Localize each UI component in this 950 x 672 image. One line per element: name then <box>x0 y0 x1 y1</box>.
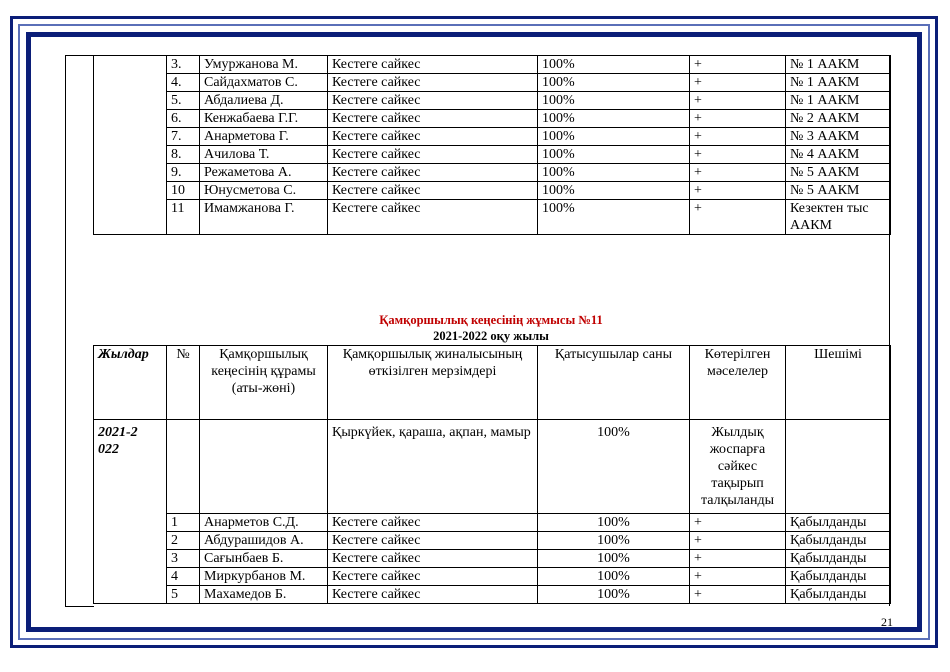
row-num: 3 <box>167 550 200 568</box>
row-percent: 100% <box>538 74 690 92</box>
row-num: 1 <box>167 514 200 532</box>
table-row <box>94 420 891 514</box>
row-mark: + <box>690 74 786 92</box>
row-schedule: Кестеге сайкес <box>328 200 538 235</box>
row-num: 4 <box>167 568 200 586</box>
row-num: 8. <box>167 146 200 164</box>
table-row <box>94 568 891 586</box>
row-decision: Қабылданды <box>786 586 891 604</box>
issues-text: Жылдық жоспарға сәйкес тақырып талқыланды <box>690 420 786 514</box>
row-schedule: Кестеге сайкес <box>328 164 538 182</box>
header-decision: Шешімі <box>786 346 891 420</box>
row-num: 7. <box>167 128 200 146</box>
row-num: 4. <box>167 74 200 92</box>
row-schedule: Кестеге сайкес <box>328 586 538 604</box>
row-decision: Қабылданды <box>786 532 891 550</box>
row-schedule: Кестеге сайкес <box>328 74 538 92</box>
header-participants: Қатысушылар саны <box>538 346 690 420</box>
row-schedule: Кестеге сайкес <box>328 110 538 128</box>
table-row <box>94 532 891 550</box>
table-row <box>94 56 891 74</box>
row-name: Анарметова Г. <box>200 128 328 146</box>
table-row <box>94 74 891 92</box>
table-row <box>94 164 891 182</box>
row-percent: 100% <box>538 110 690 128</box>
year-label: 2021-2022 <box>98 425 138 457</box>
empty-cell <box>94 56 167 235</box>
table-row <box>94 550 891 568</box>
row-num: 2 <box>167 532 200 550</box>
table-row <box>94 182 891 200</box>
row-schedule: Кестеге сайкес <box>328 56 538 74</box>
row-name: Абдалиева Д. <box>200 92 328 110</box>
row-percent: 100% <box>538 146 690 164</box>
row-mark: + <box>690 128 786 146</box>
staff-table <box>93 55 891 235</box>
row-percent: 100% <box>538 200 690 235</box>
row-result: № 5 ААКМ <box>786 164 891 182</box>
row-num: 9. <box>167 164 200 182</box>
row-schedule: Кестеге сайкес <box>328 550 538 568</box>
row-name: Сайдахматов С. <box>200 74 328 92</box>
row-percent: 100% <box>538 550 690 568</box>
row-name: Режаметова А. <box>200 164 328 182</box>
table-row <box>94 514 891 532</box>
table-row <box>94 128 891 146</box>
row-mark: + <box>690 200 786 235</box>
row-name: Умуржанова М. <box>200 56 328 74</box>
row-name: Абдурашидов А. <box>200 532 328 550</box>
header-composition: Қамқоршылық кеңесінің құрамы (аты-жөні) <box>200 346 328 420</box>
council-table <box>93 345 891 604</box>
empty-cell <box>94 568 167 586</box>
row-num: 11 <box>167 200 200 235</box>
row-schedule: Кестеге сайкес <box>328 514 538 532</box>
row-result: № 1 ААКМ <box>786 56 891 74</box>
row-percent: 100% <box>538 586 690 604</box>
participants-percent: 100% <box>538 420 690 514</box>
row-name: Миркурбанов М. <box>200 568 328 586</box>
row-mark: + <box>690 568 786 586</box>
outer-left-line <box>65 55 66 606</box>
row-percent: 100% <box>538 56 690 74</box>
row-name: Юнусметова С. <box>200 182 328 200</box>
row-result <box>786 200 891 235</box>
row-name: Ачилова Т. <box>200 146 328 164</box>
page-number: 21 <box>881 615 893 629</box>
row-mark: + <box>690 550 786 568</box>
row-mark: + <box>690 514 786 532</box>
section-title: Қамқоршылық кеңесінің жұмысы №11 <box>379 313 603 327</box>
empty-cell <box>200 420 328 514</box>
row-schedule: Кестеге сайкес <box>328 92 538 110</box>
row-mark: + <box>690 182 786 200</box>
header-num: № <box>167 346 200 420</box>
row-num: 5 <box>167 586 200 604</box>
row-result: № 5 ААКМ <box>786 182 891 200</box>
row-result-line: ААКМ <box>790 218 833 233</box>
row-result-line: Кезектен тыс <box>790 201 869 216</box>
row-percent: 100% <box>538 514 690 532</box>
row-result: № 1 ААКМ <box>786 74 891 92</box>
row-percent: 100% <box>538 568 690 586</box>
row-schedule: Кестеге сайкес <box>328 568 538 586</box>
section-subtitle: 2021-2022 оқу жылы <box>433 329 549 343</box>
row-name: Анарметов С.Д. <box>200 514 328 532</box>
row-percent: 100% <box>538 182 690 200</box>
row-schedule: Кестеге сайкес <box>328 532 538 550</box>
row-mark: + <box>690 110 786 128</box>
row-percent: 100% <box>538 164 690 182</box>
header-years: Жылдар <box>94 346 167 420</box>
meeting-dates: Қыркүйек, қараша, ақпан, мамыр <box>328 420 538 514</box>
row-percent: 100% <box>538 128 690 146</box>
header-dates: Қамқоршылық жиналысының өткізілген мерзімдері <box>328 346 538 420</box>
row-name: Кенжабаева Г.Г. <box>200 110 328 128</box>
row-num: 5. <box>167 92 200 110</box>
table-row <box>94 146 891 164</box>
empty-cell <box>94 586 167 604</box>
table-header-row <box>94 346 891 420</box>
outer-bottom-line <box>65 606 94 607</box>
empty-cell <box>167 420 200 514</box>
row-schedule: Кестеге сайкес <box>328 146 538 164</box>
row-name: Имамжанова Г. <box>200 200 328 235</box>
table-row <box>94 586 891 604</box>
row-mark: + <box>690 56 786 74</box>
empty-cell <box>786 420 891 514</box>
empty-cell <box>94 550 167 568</box>
table-row <box>94 200 891 235</box>
empty-cell <box>94 532 167 550</box>
row-name: Сағынбаев Б. <box>200 550 328 568</box>
row-name: Махамедов Б. <box>200 586 328 604</box>
row-mark: + <box>690 164 786 182</box>
row-percent: 100% <box>538 532 690 550</box>
year-cell <box>94 420 167 532</box>
row-percent: 100% <box>538 92 690 110</box>
row-mark: + <box>690 532 786 550</box>
row-mark: + <box>690 586 786 604</box>
row-mark: + <box>690 146 786 164</box>
row-result: № 2 ААКМ <box>786 110 891 128</box>
row-num: 10 <box>167 182 200 200</box>
row-result: № 3 ААКМ <box>786 128 891 146</box>
row-result: № 4 ААКМ <box>786 146 891 164</box>
row-result: № 1 ААКМ <box>786 92 891 110</box>
row-num: 3. <box>167 56 200 74</box>
table-row <box>94 92 891 110</box>
table-row <box>94 110 891 128</box>
row-mark: + <box>690 92 786 110</box>
row-decision: Қабылданды <box>786 514 891 532</box>
row-schedule: Кестеге сайкес <box>328 128 538 146</box>
row-decision: Қабылданды <box>786 568 891 586</box>
row-num: 6. <box>167 110 200 128</box>
row-schedule: Кестеге сайкес <box>328 182 538 200</box>
header-issues: Көтерілген мәселелер <box>690 346 786 420</box>
row-decision: Қабылданды <box>786 550 891 568</box>
